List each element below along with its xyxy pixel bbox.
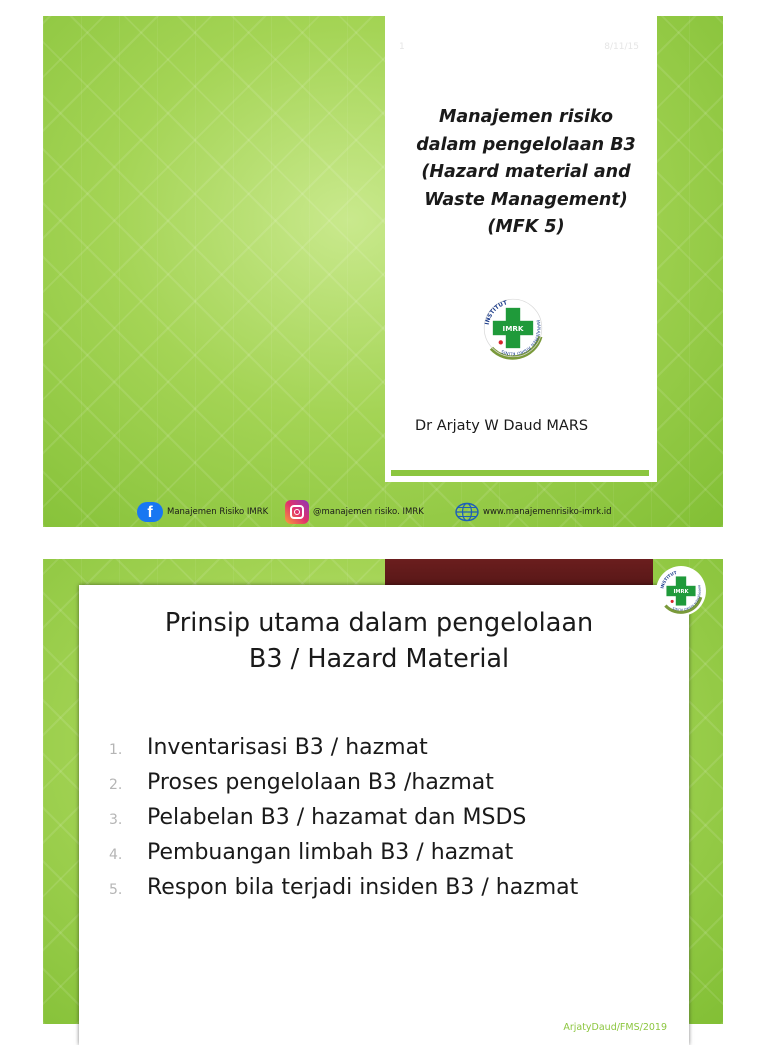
title-line: Waste Management) bbox=[424, 189, 628, 210]
title-line: (MFK 5) bbox=[487, 217, 565, 237]
content-card bbox=[79, 585, 689, 1045]
slide-2 bbox=[43, 559, 723, 1033]
list-text: Proses pengelolaan B3 /hazmat bbox=[147, 770, 494, 795]
imrk-logo bbox=[655, 565, 707, 617]
slide-title bbox=[395, 104, 657, 242]
list-item bbox=[109, 805, 578, 840]
globe-icon bbox=[455, 502, 479, 522]
facebook-icon: f bbox=[137, 502, 163, 522]
imrk-logo-icon bbox=[655, 565, 707, 617]
slide-number: 1 bbox=[399, 42, 405, 52]
title-panel bbox=[385, 16, 657, 482]
social-footer bbox=[43, 500, 723, 524]
logo-center-text: IMRK bbox=[502, 323, 524, 333]
slide-date: 8/11/15 bbox=[604, 42, 639, 52]
list-text: Inventarisasi B3 / hazmat bbox=[147, 735, 428, 760]
instagram-text: @manajemen risiko. IMRK bbox=[313, 507, 424, 517]
imrk-logo-icon bbox=[477, 292, 549, 364]
imrk-logo bbox=[477, 292, 549, 364]
list-item bbox=[109, 875, 578, 910]
facebook-link[interactable] bbox=[137, 500, 268, 524]
title-line: Manajemen risiko bbox=[438, 107, 614, 127]
website-text: www.manajemenrisiko-imrk.id bbox=[483, 507, 612, 517]
green-divider bbox=[391, 470, 649, 476]
logo-top-text: INSTITUT bbox=[659, 569, 678, 589]
list-index: 4. bbox=[109, 847, 123, 863]
list-index: 5. bbox=[109, 882, 123, 898]
principles-list bbox=[109, 735, 578, 910]
list-item bbox=[109, 840, 578, 875]
slide-1 bbox=[43, 16, 723, 527]
list-text: Pelabelan B3 / hazamat dan MSDS bbox=[147, 805, 527, 830]
slide-footer: ArjatyDaud/FMS/2019 bbox=[563, 1022, 667, 1033]
list-item bbox=[109, 735, 578, 770]
logo-top-text: INSTITUT bbox=[484, 300, 509, 326]
facebook-text: Manajemen Risiko IMRK bbox=[167, 507, 269, 517]
logo-center-text: IMRK bbox=[673, 589, 689, 596]
title-line: B3 / Hazard Material bbox=[248, 644, 510, 674]
logo-ring-text: MANAJEMEN RISIKO KLINIS bbox=[671, 584, 702, 612]
author-name: Dr Arjaty W Daud MARS bbox=[415, 418, 589, 434]
instagram-icon bbox=[285, 500, 309, 524]
logo-ring-text: MANAJEMEN RISIKO KLINIS bbox=[500, 319, 541, 356]
list-text: Respon bila terjadi insiden B3 / hazmat bbox=[147, 875, 579, 900]
website-link[interactable] bbox=[455, 500, 612, 524]
list-text: Pembuangan limbah B3 / hazmat bbox=[147, 840, 514, 865]
list-index: 1. bbox=[109, 742, 123, 758]
title-line: Prinsip utama dalam pengelolaan bbox=[164, 608, 594, 638]
title-line: dalam pengelolaan B3 bbox=[416, 134, 636, 155]
slide-title bbox=[79, 605, 679, 677]
list-index: 3. bbox=[109, 812, 123, 828]
list-item bbox=[109, 770, 578, 805]
instagram-link[interactable] bbox=[285, 500, 424, 524]
list-index: 2. bbox=[109, 777, 123, 793]
title-line: (Hazard material and bbox=[421, 162, 631, 182]
